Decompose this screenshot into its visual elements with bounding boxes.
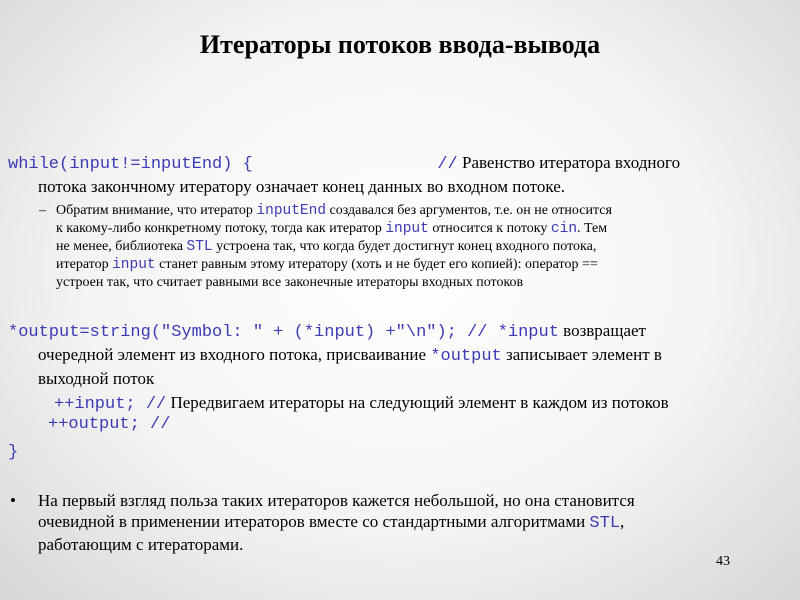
- code-increment-output: ++output; //: [48, 415, 171, 434]
- while-line: [8, 152, 788, 175]
- sub-line-3: не менее, библиотека STL устроена так, что когда будет достигнут конец входного потока,: [56, 239, 597, 255]
- while-comment-part2: потока закончному итератору означает конец данных во входном потоке.: [38, 177, 566, 196]
- code-inputEnd: inputEnd: [256, 203, 327, 219]
- sub-line-4: итератор input станет равным этому итератору (хоть и не будет его копией): оператор ==: [56, 257, 598, 273]
- while-comment-line2: [8, 176, 800, 197]
- output-line-3: выходной поток: [38, 369, 155, 388]
- sub-line-5: устроен так, что считает равными все законечные итераторы входных потоков: [56, 275, 524, 290]
- output-text1: возвращает: [558, 321, 646, 340]
- bullet-marker: •: [10, 491, 16, 510]
- increment-line-2: [8, 412, 800, 435]
- page-number: 43: [716, 554, 730, 569]
- code-output-ref: *output: [430, 347, 502, 366]
- bullet-line-1: На первый взгляд польза таких итераторов кажется небольшой, но она становится: [38, 491, 635, 510]
- sub-line-1: Обратим внимание, что итератор inputEnd создавался без аргументов, т.е. он не относится: [56, 203, 612, 219]
- output-line-2: очередной элемент из входного потока, присваивание *output записывает элемент в: [38, 345, 662, 366]
- main-bullet: [10, 490, 788, 555]
- slide-title: Итераторы потоков ввода-вывода: [199, 30, 601, 59]
- bullet-line-3: работающим с итераторами.: [38, 535, 244, 554]
- comment-marker: //: [437, 155, 458, 174]
- output-code: *output=string("Symbol: " + (*input) +"\n"); //: [8, 323, 498, 342]
- code-increment-input: ++input; //: [54, 395, 167, 414]
- dash-marker: –: [39, 203, 46, 218]
- code-stl-2: STL: [589, 514, 621, 533]
- code-input-2: input: [112, 257, 156, 273]
- increment-comment: Передвигаем итераторы на следующий элемент в каждом из потоков: [166, 393, 669, 412]
- code-input: input: [385, 221, 429, 237]
- code-stl: STL: [186, 239, 213, 255]
- bullet-line-2: очевидной в применении итераторов вместе со стандартными алгоритмами STL,: [38, 512, 625, 533]
- closing-brace: }: [8, 443, 19, 462]
- while-code: while(input!=inputEnd) {: [8, 155, 253, 174]
- output-line: [8, 320, 788, 343]
- code-input-ref: *input: [497, 323, 559, 342]
- while-comment-part1: Равенство итератора входного: [457, 153, 681, 172]
- sub-bullet: [39, 202, 784, 292]
- code-cin: cin: [550, 221, 578, 237]
- sub-line-2: к какому-либо конкретному потоку, тогда как итератор input относится к потоку cin. Тем: [56, 221, 608, 237]
